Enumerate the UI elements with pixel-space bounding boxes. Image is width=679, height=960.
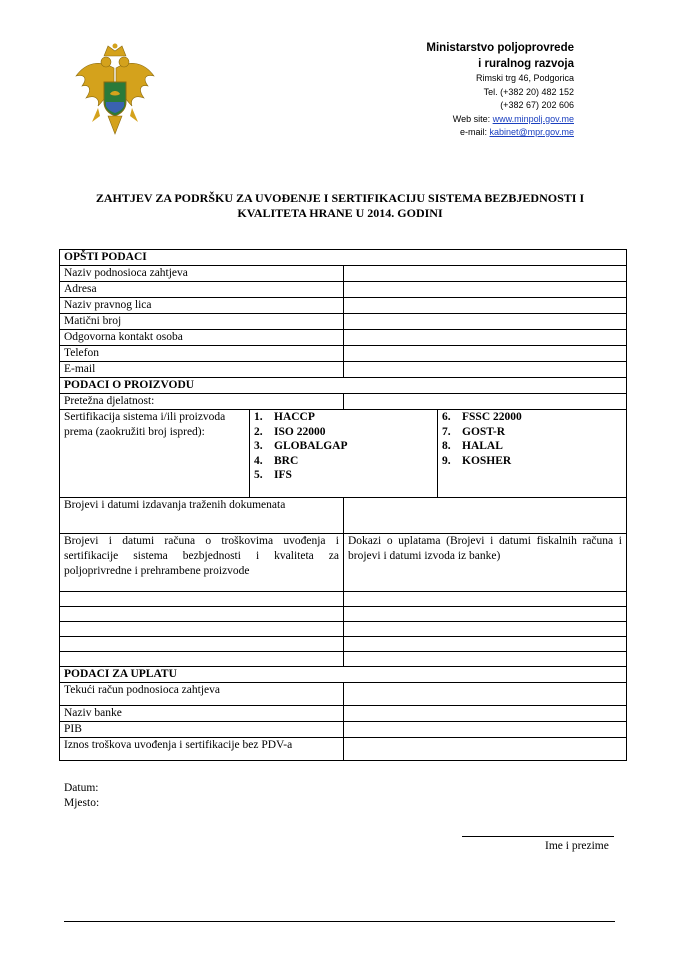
document-title — [60, 191, 620, 221]
certification-options-right — [438, 410, 627, 498]
section-payment-heading: PODACI ZA UPLATU — [60, 667, 627, 683]
field-value-bank-account[interactable] — [344, 683, 627, 706]
field-value-phone[interactable] — [344, 346, 627, 362]
date-label: Datum: — [64, 782, 99, 794]
cert-list-left — [254, 410, 433, 483]
signature-line[interactable] — [462, 836, 614, 837]
payment-proof-entry[interactable] — [344, 637, 627, 652]
field-label-email: E-mail — [60, 362, 344, 378]
cert-option-fssc-22000[interactable]: 6. FSSC 22000 — [442, 411, 522, 423]
invoice-entry[interactable] — [60, 607, 344, 622]
cert-option-haccp[interactable]: 1. HACCP — [254, 411, 315, 423]
ministry-header — [380, 40, 574, 140]
invoice-entry[interactable] — [60, 622, 344, 637]
ministry-address: Rimski trg 46, Podgorica — [475, 73, 574, 83]
section-general-heading: OPŠTI PODACI — [60, 250, 627, 266]
application-form-table — [59, 249, 627, 761]
field-label-address: Adresa — [60, 282, 344, 298]
website-label: Web site: — [452, 113, 493, 124]
montenegro-coat-of-arms — [70, 42, 160, 138]
field-label-payment-proofs: Dokazi o uplatama (Brojevi i datumi fiskalnih računa i brojevi i datumi izvoda iz banke) — [344, 534, 627, 592]
field-label-main-activity: Pretežna djelatnost: — [60, 394, 344, 410]
field-value-tax-id[interactable] — [344, 722, 627, 738]
cert-option-halal[interactable]: 8. HALAL — [442, 440, 503, 452]
cert-option-kosher[interactable]: 9. KOSHER — [442, 454, 512, 467]
email-label: e-mail: — [459, 127, 490, 137]
ministry-phone-2: (+382 67) 202 606 — [500, 100, 574, 110]
field-label-contact-person: Odgovorna kontakt osoba — [60, 330, 344, 346]
field-label-documents: Brojevi i datumi izdavanja traženih dokumenata — [60, 498, 344, 534]
payment-proof-entry[interactable] — [344, 607, 627, 622]
field-label-tax-id: PIB — [60, 722, 344, 738]
payment-proof-entry[interactable] — [344, 652, 627, 667]
ministry-email — [380, 126, 574, 140]
cert-option-brc[interactable]: 4. BRC — [254, 454, 299, 467]
field-label-invoices: Brojevi i datumi računa o troškovima uvođenja i sertifikacije sistema bezbjednosti i kvaliteta za poljoprivredne i prehrambene proizvode — [60, 534, 344, 592]
email-link[interactable]: kabinet@mpr.gov.me — [489, 127, 574, 137]
ministry-website — [380, 113, 574, 127]
certification-options-left — [250, 410, 438, 498]
website-link[interactable]: www.minpolj.gov.me — [492, 113, 574, 124]
field-label-registration-number: Matični broj — [60, 314, 344, 330]
field-value-bank-name[interactable] — [344, 706, 627, 722]
field-label-certification: Sertifikacija sistema i/ili proizvoda prema (zaokružiti broj ispred): — [60, 410, 250, 498]
field-value-documents[interactable] — [344, 498, 627, 534]
field-value-email[interactable] — [344, 362, 627, 378]
date-place-block — [64, 781, 99, 810]
footer-divider — [64, 921, 615, 922]
field-label-cost-amount: Iznos troškova uvođenja i sertifikacije bez PDV-a — [60, 738, 344, 761]
field-value-legal-entity[interactable] — [344, 298, 627, 314]
field-value-main-activity[interactable] — [344, 394, 627, 410]
invoice-entry[interactable] — [60, 592, 344, 607]
payment-proof-entry[interactable] — [344, 622, 627, 637]
cert-option-iso-22000[interactable]: 2. ISO 22000 — [254, 425, 326, 438]
field-label-applicant-name: Naziv podnosioca zahtjeva — [60, 266, 344, 282]
section-product-heading: PODACI O PROIZVODU — [60, 378, 627, 394]
cert-option-globalgap[interactable]: 3. GLOBALGAP — [254, 440, 348, 452]
field-label-bank-account: Tekući račun podnosioca zahtjeva — [60, 683, 344, 706]
invoice-entry[interactable] — [60, 652, 344, 667]
field-value-applicant-name[interactable] — [344, 266, 627, 282]
ministry-name-line1: Ministarstvo poljoprovrede — [426, 42, 574, 54]
field-value-address[interactable] — [344, 282, 627, 298]
payment-proof-entry[interactable] — [344, 592, 627, 607]
field-label-legal-entity: Naziv pravnog lica — [60, 298, 344, 314]
field-label-phone: Telefon — [60, 346, 344, 362]
cert-option-ifs[interactable]: 5. IFS — [254, 469, 292, 481]
document-title-line1: ZAHTJEV ZA PODRŠKU ZA UVOĐENJE I SERTIFIKACIJU SISTEMA BEZBJEDNOSTI I — [95, 191, 585, 205]
cert-option-gost-r[interactable]: 7. GOST-R — [442, 425, 506, 438]
cert-list-right — [442, 410, 622, 468]
field-value-cost-amount[interactable] — [344, 738, 627, 761]
ministry-phone-1: Tel. (+382 20) 482 152 — [483, 86, 574, 97]
invoice-entry[interactable] — [60, 637, 344, 652]
field-label-bank-name: Naziv banke — [60, 706, 344, 722]
document-title-line2: KVALITETA HRANE U 2014. GODINI — [237, 206, 443, 220]
place-label: Mjesto: — [64, 796, 100, 809]
signature-name-label: Ime i prezime — [545, 840, 609, 852]
field-value-contact-person[interactable] — [344, 330, 627, 346]
ministry-name-line2: i ruralnog razvoja — [478, 58, 574, 70]
field-value-registration-number[interactable] — [344, 314, 627, 330]
